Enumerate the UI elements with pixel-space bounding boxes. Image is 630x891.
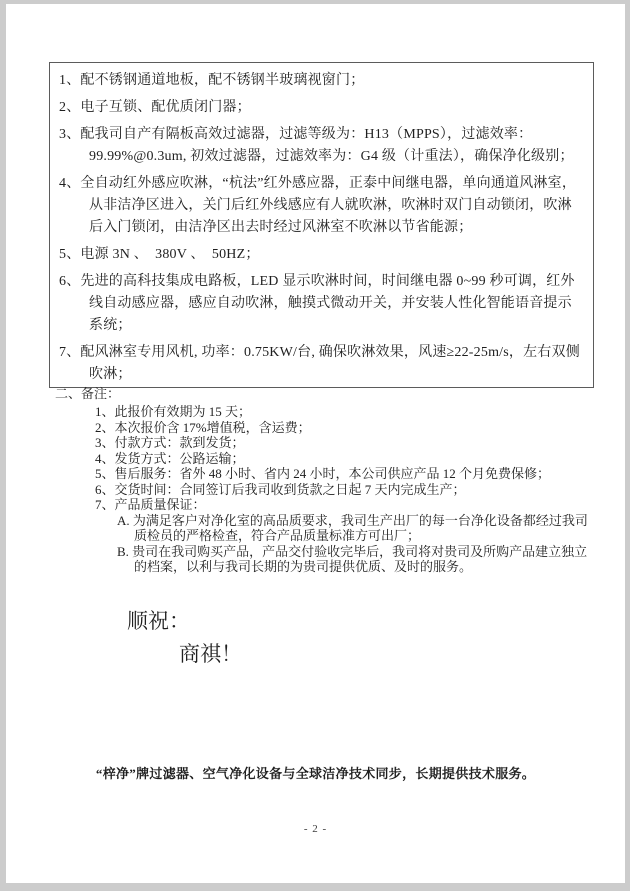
spec-item-number: 4、 (59, 176, 81, 191)
remark-sub-text: 贵司在我司购买产品，产品交付验收完毕后，我司将对贵司及所购产品建立独立的档案，以利与我司长期的为贵司提供优质、及时的服务。 (132, 543, 588, 574)
remark-sub-item (117, 513, 595, 544)
remark-sub-text: 为满足客户对净化室的高品质要求，我司生产出厂的每一台净化设备都经过我司质检员的严格检查，符合产品质量标准方可出厂； (132, 512, 588, 543)
spec-item (59, 173, 585, 239)
remarks-heading: 二、备注： (55, 386, 121, 401)
spec-item-text: 配不锈钢通道地板，配不锈钢半玻璃视窗门； (80, 73, 365, 88)
spec-box (49, 62, 594, 388)
footer-slogan: “梓净”牌过滤器、空气净化设备与全球洁净技术同步，长期提供技术服务。 (95, 766, 536, 781)
remark-sub-item (117, 544, 595, 575)
spec-item-text: 配我司自产有隔板高效过滤器，过滤等级为：H13（MPPS），过滤效率：99.99%@0.3um, 初效过滤器，过滤效率为：G4 级（计重法），确保净化级别； (80, 127, 574, 164)
spec-item-number: 7、 (59, 345, 81, 360)
remark-item: 2、本次报价含 17%增值税，含运费； (95, 419, 311, 435)
remark-item: 6、交货时间：合同签订后我司收到货款之日起 7 天内完成生产； (95, 481, 466, 497)
spec-item-number: 6、 (59, 274, 81, 289)
remark-item: 3、付款方式：款到发货； (95, 435, 245, 450)
spec-item-text: 电源 3N 、 380V 、 50HZ； (80, 247, 260, 262)
spec-item-text: 先进的高科技集成电路板，LED 显示吹淋时间，时间继电器 0~99 秒可调，红外线自动感应器，感应自动吹淋，触摸式微动开关，并安装人性化智能语音提示系统； (80, 274, 575, 333)
remark-sub-label: B. (117, 543, 129, 559)
spec-item-number: 5、 (59, 247, 81, 262)
spec-item-number: 1、 (59, 73, 81, 88)
remarks-section (55, 386, 595, 575)
spec-item (59, 244, 585, 266)
remark-sub-label: A. (117, 512, 130, 528)
page-number: - 2 - (303, 823, 328, 835)
remark-item: 7、产品质量保证： (95, 497, 206, 512)
closing-salutation: 顺祝： (127, 609, 190, 633)
document-page (6, 4, 625, 883)
spec-item (59, 124, 585, 168)
remark-item: 1、此报价有效期为 15 天； (95, 404, 252, 419)
remark-item: 5、售后服务：省外 48 小时、省内 24 小时，本公司供应产品 12 个月免费保修； (95, 466, 551, 481)
spec-item-number: 3、 (59, 127, 81, 142)
closing-wishes (127, 605, 242, 671)
remark-item: 4、发货方式：公路运输； (95, 450, 245, 466)
spec-item-text: 全自动红外感应吹淋，“杭法”红外感应器，正泰中间继电器，单向通道风淋室，从非洁净区进入，关门后红外线感应有人就吹淋，吹淋时双门自动锁闭，吹淋后入门锁闭，由洁净区出去时经过风淋室不吹淋以节省能源； (80, 176, 577, 235)
spec-item (59, 271, 585, 337)
spec-item (59, 70, 585, 92)
spec-item (59, 342, 585, 386)
spec-item (59, 97, 585, 119)
spec-item-number: 2、 (59, 100, 81, 115)
spec-item-text: 配风淋室专用风机, 功率：0.75KW/台, 确保吹淋效果，风速≥22-25m/s，左右双侧吹淋； (80, 345, 580, 382)
spec-item-text: 电子互锁、配优质闭门器； (80, 100, 251, 115)
closing-regards: 商祺！ (179, 642, 242, 666)
